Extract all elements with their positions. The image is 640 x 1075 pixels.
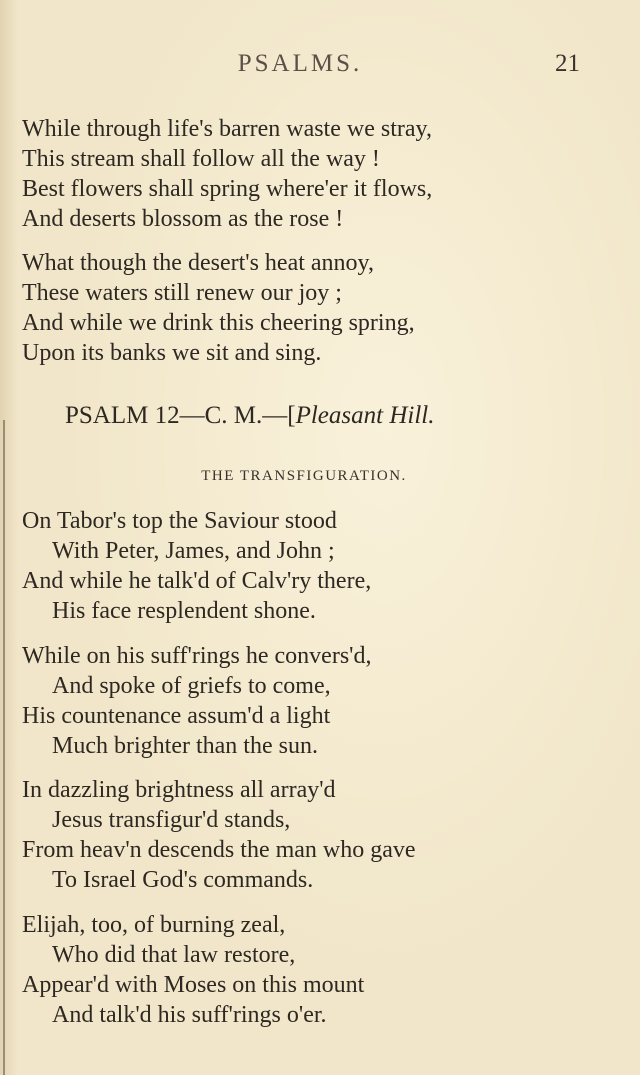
verse-line: Much brighter than the sun. [52, 733, 318, 759]
stanza-3 [22, 775, 416, 895]
verse-line: To Israel God's commands. [52, 867, 314, 893]
stanza-continued-2 [22, 248, 415, 368]
verse-line: While through life's barren waste we stray, [22, 116, 432, 142]
verse-line: And while he talk'd of Calv'ry there, [22, 568, 372, 594]
tune-name: Pleasant Hill. [295, 402, 435, 429]
verse-line: And spoke of griefs to come, [52, 673, 331, 699]
running-header-title: PSALMS. [237, 50, 363, 77]
verse-line: Jesus transfigur'd stands, [52, 807, 291, 833]
verse-line: While on his suff'rings he convers'd, [22, 643, 372, 669]
verse-line: These waters still renew our joy ; [22, 280, 342, 306]
verse-line: From heav'n descends the man who gave [22, 837, 416, 863]
verse-line: And deserts blossom as the rose ! [22, 206, 344, 232]
psalm-subtitle: THE TRANSFIGURATION. [201, 468, 407, 484]
stanza-4 [22, 910, 364, 1030]
verse-line: This stream shall follow all the way ! [22, 146, 380, 172]
verse-line: On Tabor's top the Saviour stood [22, 508, 337, 534]
verse-line: And talk'd his suff'rings o'er. [52, 1002, 327, 1028]
verse-line: His face resplendent shone. [52, 598, 316, 624]
verse-line: His countenance assum'd a light [22, 703, 331, 729]
verse-line: Who did that law restore, [52, 942, 296, 968]
verse-line: With Peter, James, and John ; [52, 538, 335, 564]
verse-line: And while we drink this cheering spring, [22, 310, 415, 336]
stanza-1 [22, 506, 371, 626]
verse-line: Elijah, too, of burning zeal, [22, 912, 286, 938]
verse-line: What though the desert's heat annoy, [22, 250, 374, 276]
psalm-number-meter: PSALM 12—C. M.—[ [65, 402, 296, 429]
stanza-2 [22, 641, 371, 761]
stanza-continued-1 [22, 114, 432, 234]
page-number: 21 [555, 50, 580, 77]
page-edge-line [3, 420, 5, 1075]
verse-line: Appear'd with Moses on this mount [22, 972, 365, 998]
verse-line: Best flowers shall spring where'er it flows, [22, 176, 433, 202]
verse-line: Upon its banks we sit and sing. [22, 340, 322, 366]
verse-line: In dazzling brightness all array'd [22, 777, 336, 803]
psalm-heading [65, 402, 434, 430]
